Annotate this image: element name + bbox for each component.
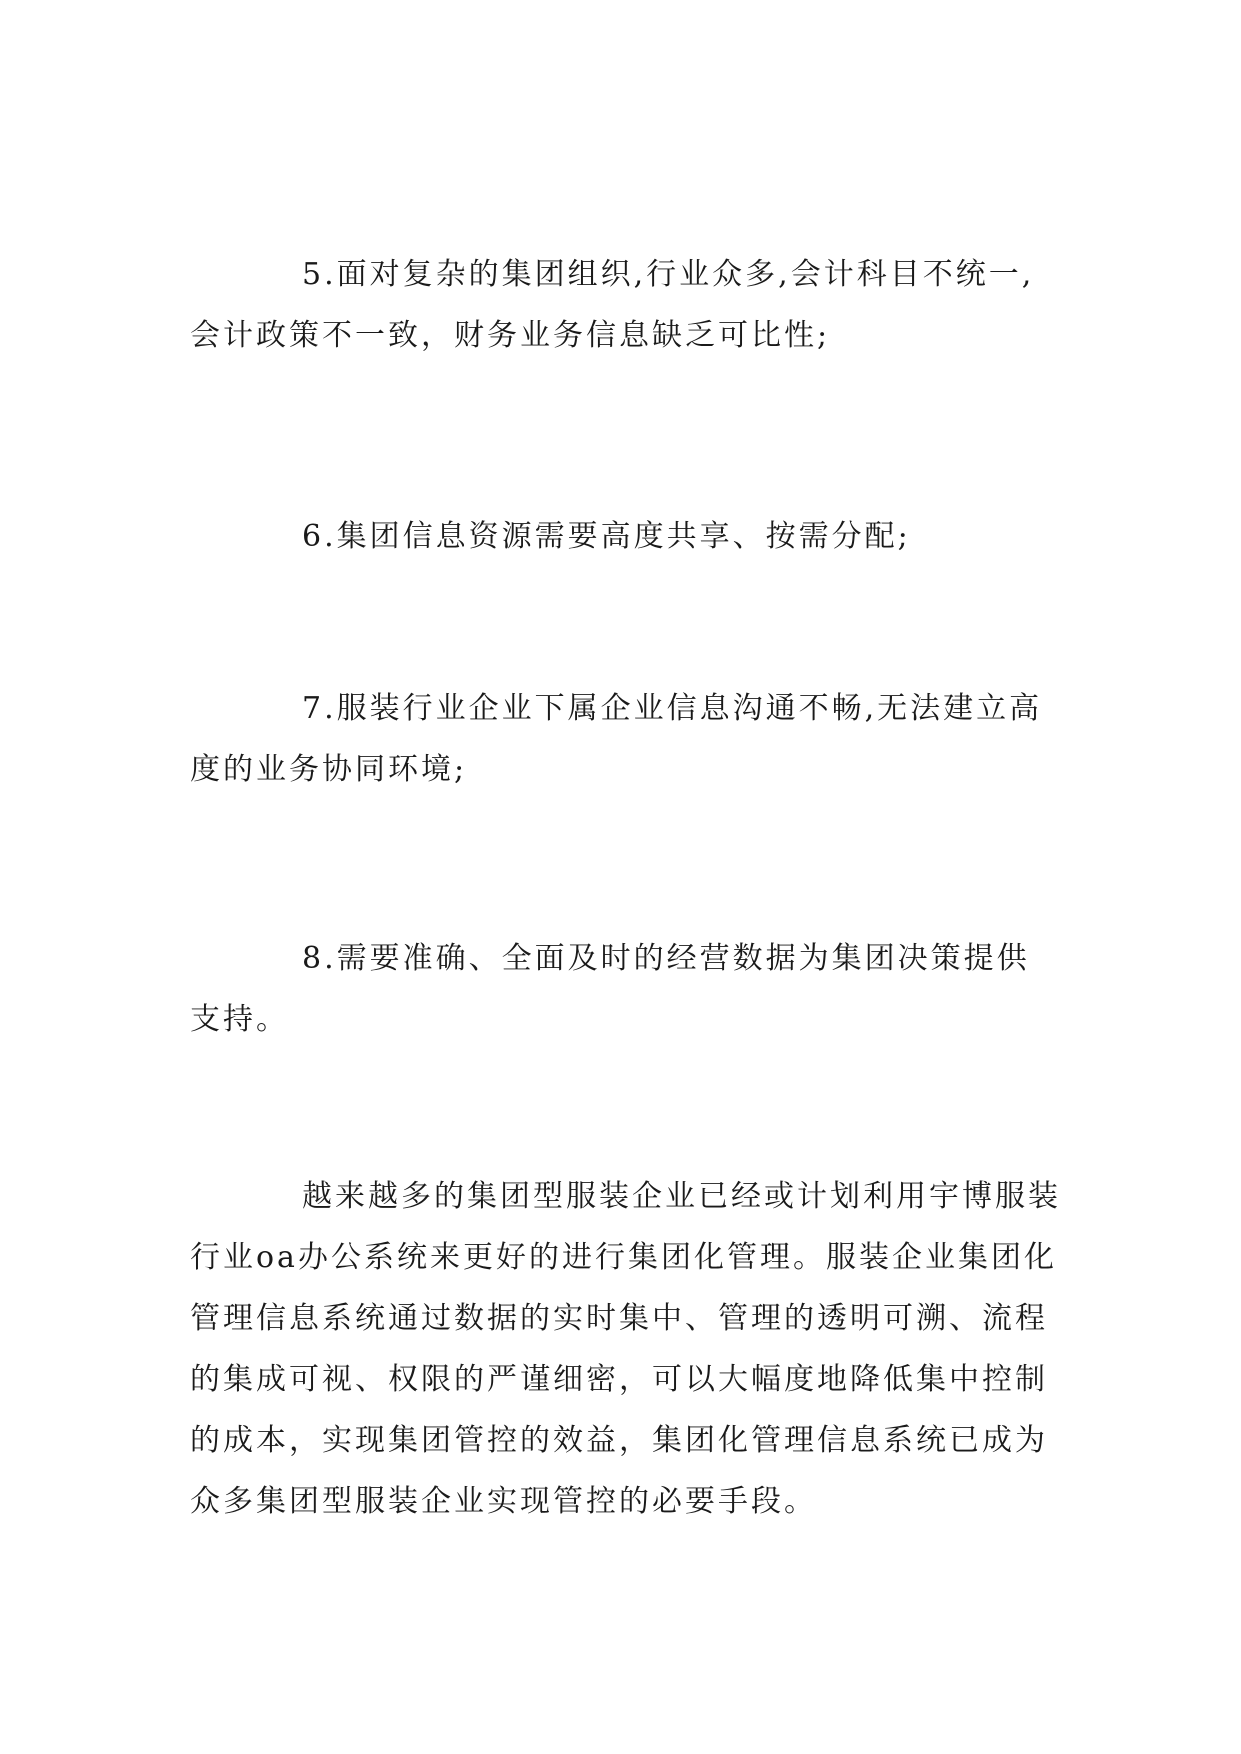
paragraph-item-6: 6.集团信息资源需要高度共享、按需分配;	[302, 519, 911, 554]
paragraph-summary: 越来越多的集团型服装企业已经或计划利用宇博服装行业oa办公系统来更好的进行集团化管理。服装企业集团化管理信息系统通过数据的实时集中、管理的透明可溯、流程的集成可视、权限的严谨细密，可以大幅度地降低集中控制的成本，实现集团管控的效益，集团化管理信息系统已成为众多集团型服装企业实现管控的必要手段。	[190, 1179, 1061, 1519]
paragraph-item-8: 8.需要准确、全面及时的经营数据为集团决策提供支持。	[190, 941, 1030, 1037]
paragraph-item-5: 5.面对复杂的集团组织,行业众多,会计科目不统一,会计政策不一致，财务业务信息缺乏可比性;	[190, 257, 1035, 353]
paragraph-item-7: 7.服装行业企业下属企业信息沟通不畅,无法建立高度的业务协同环境;	[190, 691, 1043, 787]
